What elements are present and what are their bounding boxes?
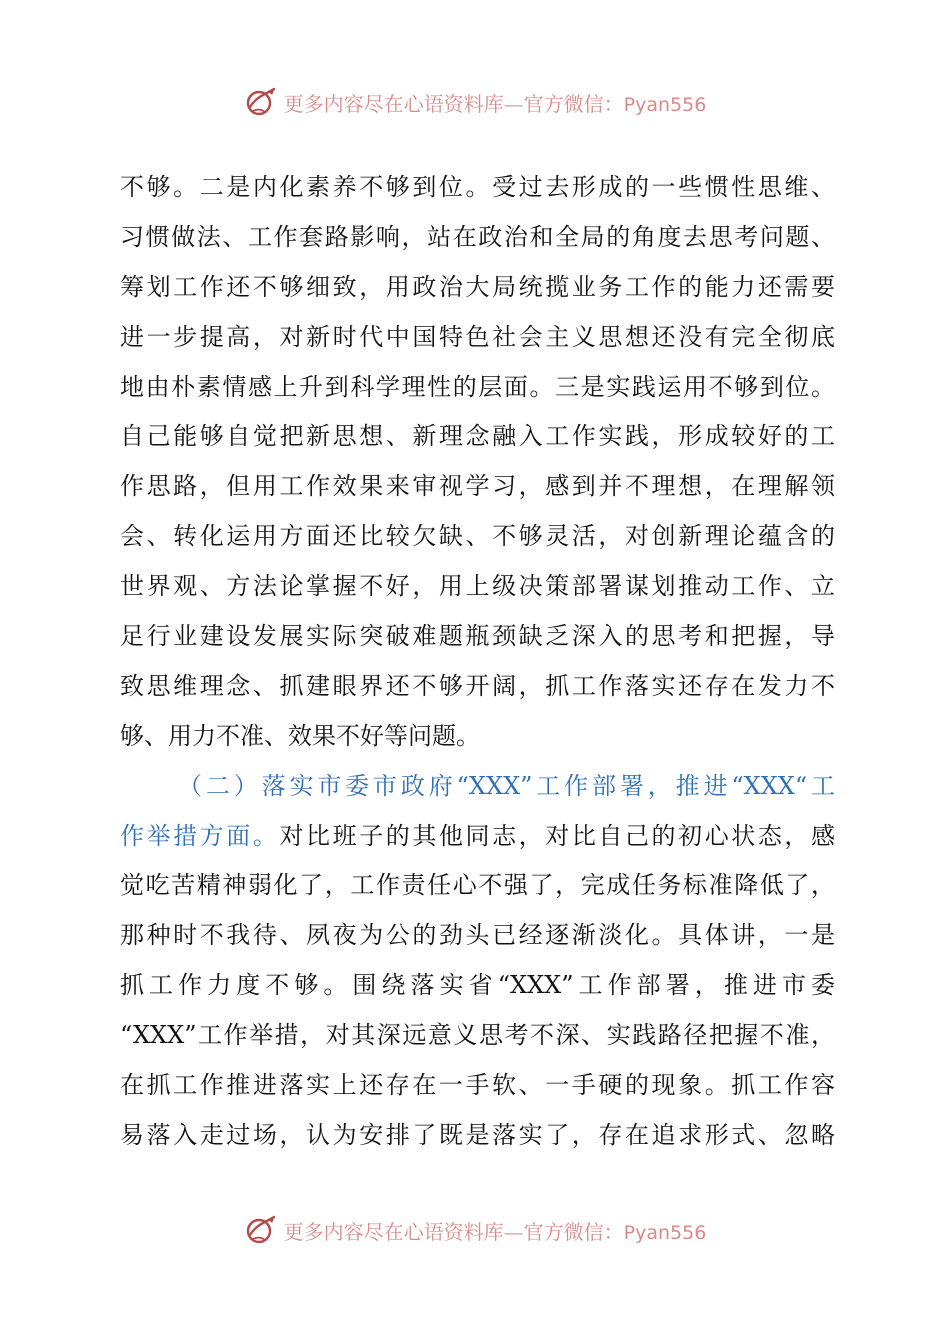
section-heading-continuation <box>120 812 835 862</box>
paragraph-line: 足行业建设发展实际突破难题瓶颈缺乏深入的思考和把握，导 <box>120 622 835 651</box>
paragraph-line: 觉吃苦精神弱化了，工作责任心不强了，完成任务标准降低了， <box>120 871 835 900</box>
document-body <box>120 163 835 1161</box>
paragraph-line: 不够。二是内化素养不够到位。受过去形成的一些惯性思维、 <box>120 173 835 201</box>
paragraph-line: 自己能够自觉把新思想、新理念融入工作实践，形成较好的工 <box>120 422 835 451</box>
paragraph-line: 作思路，但用工作效果来审视学习，感到并不理想，在理解领 <box>120 472 835 501</box>
paragraph-line: 致思维理念、抓建眼界还不够开阔，抓工作落实还存在发力不 <box>120 671 835 700</box>
section-heading-tail: 作举措方面。 <box>120 821 280 850</box>
watermark-footer <box>0 1210 950 1250</box>
paragraph-line: 那种时不我待、夙夜为公的劲头已经逐渐淡化。具体讲，一是 <box>120 921 835 950</box>
watermark-text: 更多内容尽在心语资料库—官方微信：Pyan556 <box>283 91 707 116</box>
paragraph-line: 世界观、方法论掌握不好，用上级决策部署谋划推动工作、立 <box>120 572 835 601</box>
pen-nib-swirl-icon <box>244 85 278 119</box>
paragraph-line: 够、用力不准、效果不好等问题。 <box>120 721 480 750</box>
paragraph-line: 筹划工作还不够细致，用政治大局统揽业务工作的能力还需要 <box>120 272 835 301</box>
paragraph-line: 习惯做法、工作套路影响，站在政治和全局的角度去思考问题、 <box>120 222 835 251</box>
watermark-header <box>0 82 950 122</box>
paragraph-line: “XXX”工作举措，对其深远意义思考不深、实践路径把握不准， <box>120 1021 835 1050</box>
paragraph-line: 易落入走过场，认为安排了既是落实了，存在追求形式、忽略 <box>120 1120 835 1149</box>
paragraph-text: 对比班子的其他同志，对比自己的初心状态，感 <box>279 821 836 850</box>
section-heading: （二）落实市委市政府“XXX”工作部署，推进“XXX“工 <box>178 771 835 800</box>
pen-nib-swirl-icon <box>244 1213 278 1247</box>
paragraph-line: 进一步提高，对新时代中国特色社会主义思想还没有完全彻底 <box>120 322 835 351</box>
paragraph-line: 抓工作力度不够。围绕落实省“XXX”工作部署，推进市委 <box>120 971 835 1000</box>
paragraph-line: 地由朴素情感上升到科学理性的层面。三是实践运用不够到位。 <box>120 372 835 401</box>
watermark-text: 更多内容尽在心语资料库—官方微信：Pyan556 <box>283 1219 707 1244</box>
paragraph-line: 在抓工作推进落实上还存在一手软、一手硬的现象。抓工作容 <box>120 1071 835 1100</box>
paragraph-line: 会、转化运用方面还比较欠缺、不够灵活，对创新理论蕴含的 <box>120 522 835 551</box>
